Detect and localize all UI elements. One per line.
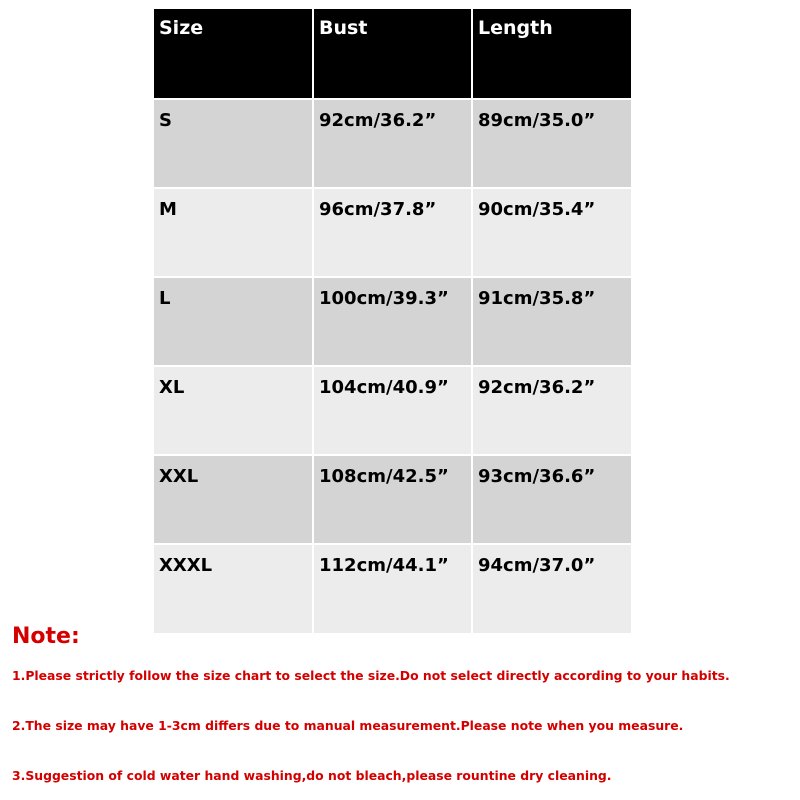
size-cell: S <box>154 99 313 188</box>
note-item: 1.Please strictly follow the size chart to select the size.Do not select directly according to your habits. <box>12 668 730 683</box>
bust-cell: 112cm/44.1” <box>313 544 472 633</box>
bust-cell: 104cm/40.9” <box>313 366 472 455</box>
size-chart-table <box>154 9 631 633</box>
size-cell: M <box>154 188 313 277</box>
bust-cell: 96cm/37.8” <box>313 188 472 277</box>
length-cell: 92cm/36.2” <box>472 366 631 455</box>
bust-cell: 100cm/39.3” <box>313 277 472 366</box>
table-row <box>154 188 631 277</box>
header-size: Size <box>154 9 313 99</box>
bust-cell: 92cm/36.2” <box>313 99 472 188</box>
size-cell: L <box>154 277 313 366</box>
size-cell: XL <box>154 366 313 455</box>
table-row <box>154 455 631 544</box>
length-cell: 89cm/35.0” <box>472 99 631 188</box>
size-cell: XXXL <box>154 544 313 633</box>
length-cell: 91cm/35.8” <box>472 277 631 366</box>
table-row <box>154 277 631 366</box>
table-row <box>154 99 631 188</box>
table-row <box>154 544 631 633</box>
bust-cell: 108cm/42.5” <box>313 455 472 544</box>
size-cell: XXL <box>154 455 313 544</box>
note-item: 2.The size may have 1-3cm differs due to manual measurement.Please note when you measure. <box>12 718 684 733</box>
header-bust: Bust <box>313 9 472 99</box>
table-row <box>154 366 631 455</box>
length-cell: 93cm/36.6” <box>472 455 631 544</box>
header-length: Length <box>472 9 631 99</box>
table-header-row <box>154 9 631 99</box>
note-title: Note: <box>12 624 80 649</box>
length-cell: 90cm/35.4” <box>472 188 631 277</box>
note-item: 3.Suggestion of cold water hand washing,do not bleach,please rountine dry cleaning. <box>12 768 612 783</box>
length-cell: 94cm/37.0” <box>472 544 631 633</box>
